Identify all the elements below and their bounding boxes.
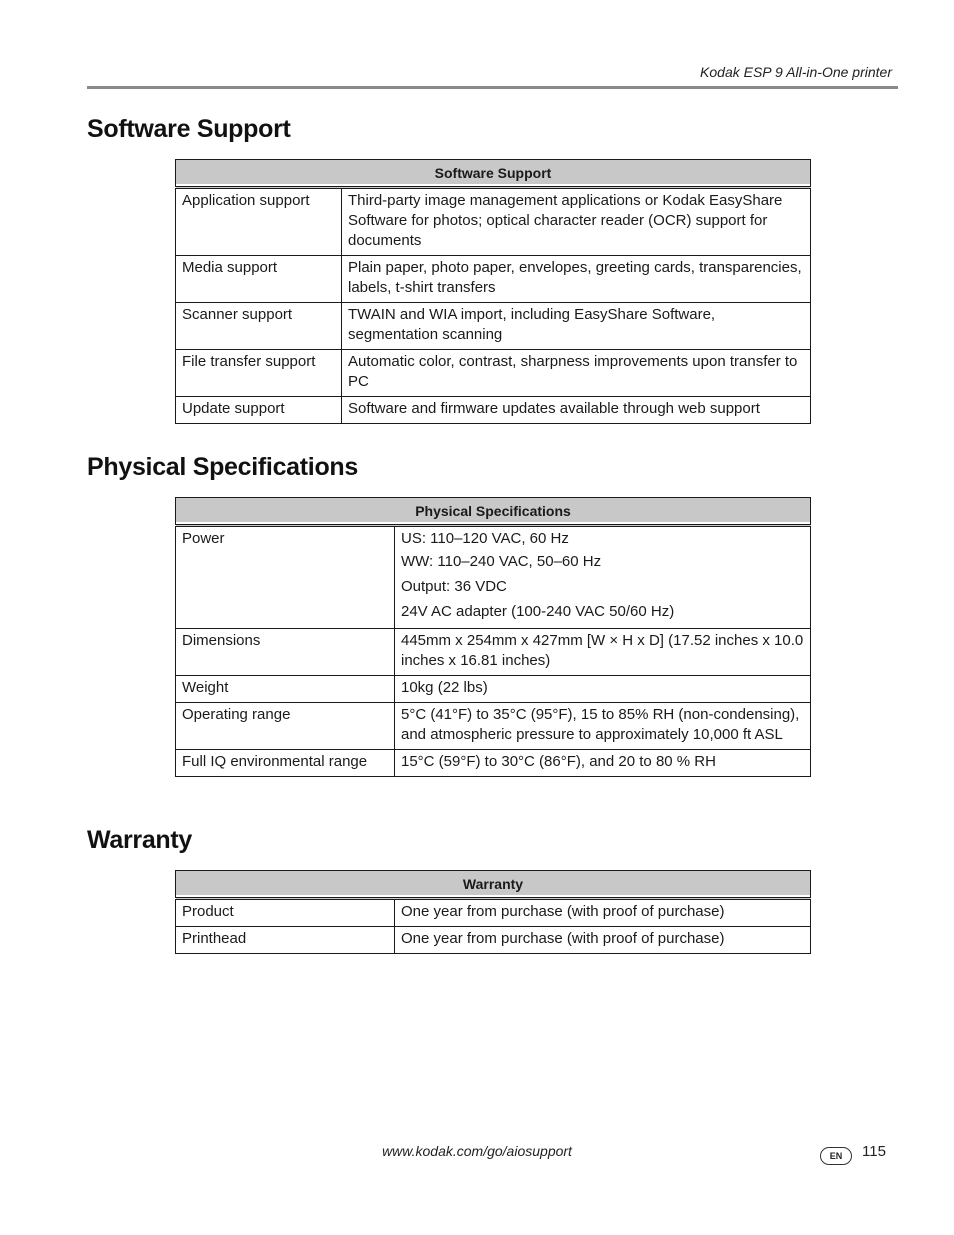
warranty-table [175, 870, 811, 954]
table-row [176, 188, 811, 256]
row-label: Full IQ environmental range [176, 750, 395, 777]
row-value: Plain paper, photo paper, envelopes, greeting cards, transparencies, labels, t-shirt transfers [342, 256, 811, 303]
row-value: 5°C (41°F) to 35°C (95°F), 15 to 85% RH (non-condensing), and atmospheric pressure to approximately 10,000 ft ASL [395, 703, 811, 750]
running-header: Kodak ESP 9 All-in-One printer [700, 64, 892, 80]
row-value: Software and firmware updates available through web support [342, 397, 811, 424]
table-header-row [176, 498, 811, 526]
table-row [176, 676, 811, 703]
software-support-table [175, 159, 811, 424]
physical-specifications-table [175, 497, 811, 777]
row-value: One year from purchase (with proof of purchase) [395, 899, 811, 927]
row-label: File transfer support [176, 350, 342, 397]
power-line: WW: 110–240 VAC, 50–60 Hz [401, 553, 602, 570]
table-row [176, 629, 811, 676]
row-label: Power [176, 526, 395, 629]
table-title: Physical Specifications [176, 498, 811, 526]
table-header-row [176, 871, 811, 899]
row-value: 15°C (59°F) to 30°C (86°F), and 20 to 80 % RH [395, 750, 811, 777]
page-number: 115 [862, 1143, 886, 1160]
table-title: Software Support [176, 160, 811, 188]
header-rule [87, 86, 898, 89]
row-label: Update support [176, 397, 342, 424]
row-value: Third-party image management applications or Kodak EasyShare Software for photos; optical character reader (OCR) support for documents [342, 188, 811, 256]
row-label: Dimensions [176, 629, 395, 676]
row-label: Weight [176, 676, 395, 703]
support-url-text[interactable]: www.kodak.com/go/aiosupport [382, 1143, 572, 1159]
physical-specifications-heading: Physical Specifications [87, 453, 358, 481]
row-value [395, 526, 811, 629]
table-row [176, 526, 811, 629]
power-line: US: 110–120 VAC, 60 Hz [401, 530, 569, 547]
table-header-row [176, 160, 811, 188]
table-row [176, 703, 811, 750]
software-support-heading: Software Support [87, 115, 291, 143]
warranty-heading: Warranty [87, 826, 193, 854]
language-badge: EN [820, 1147, 852, 1165]
table-row [176, 256, 811, 303]
row-value: One year from purchase (with proof of purchase) [395, 927, 811, 954]
row-label: Printhead [176, 927, 395, 954]
power-line: 24V AC adapter (100-240 VAC 50/60 Hz) [401, 603, 675, 620]
table-row [176, 927, 811, 954]
support-url[interactable] [0, 1143, 954, 1159]
row-label: Media support [176, 256, 342, 303]
table-row [176, 750, 811, 777]
row-label: Scanner support [176, 303, 342, 350]
row-label: Product [176, 899, 395, 927]
row-label: Application support [176, 188, 342, 256]
row-value: Automatic color, contrast, sharpness improvements upon transfer to PC [342, 350, 811, 397]
table-row [176, 350, 811, 397]
table-row [176, 899, 811, 927]
power-line: Output: 36 VDC [401, 578, 507, 595]
table-title: Warranty [176, 871, 811, 899]
table-row [176, 397, 811, 424]
row-value: 445mm x 254mm x 427mm [W × H x D] (17.52 inches x 10.0 inches x 16.81 inches) [395, 629, 811, 676]
table-row [176, 303, 811, 350]
row-value: TWAIN and WIA import, including EasyShare Software, segmentation scanning [342, 303, 811, 350]
row-label: Operating range [176, 703, 395, 750]
row-value: 10kg (22 lbs) [395, 676, 811, 703]
